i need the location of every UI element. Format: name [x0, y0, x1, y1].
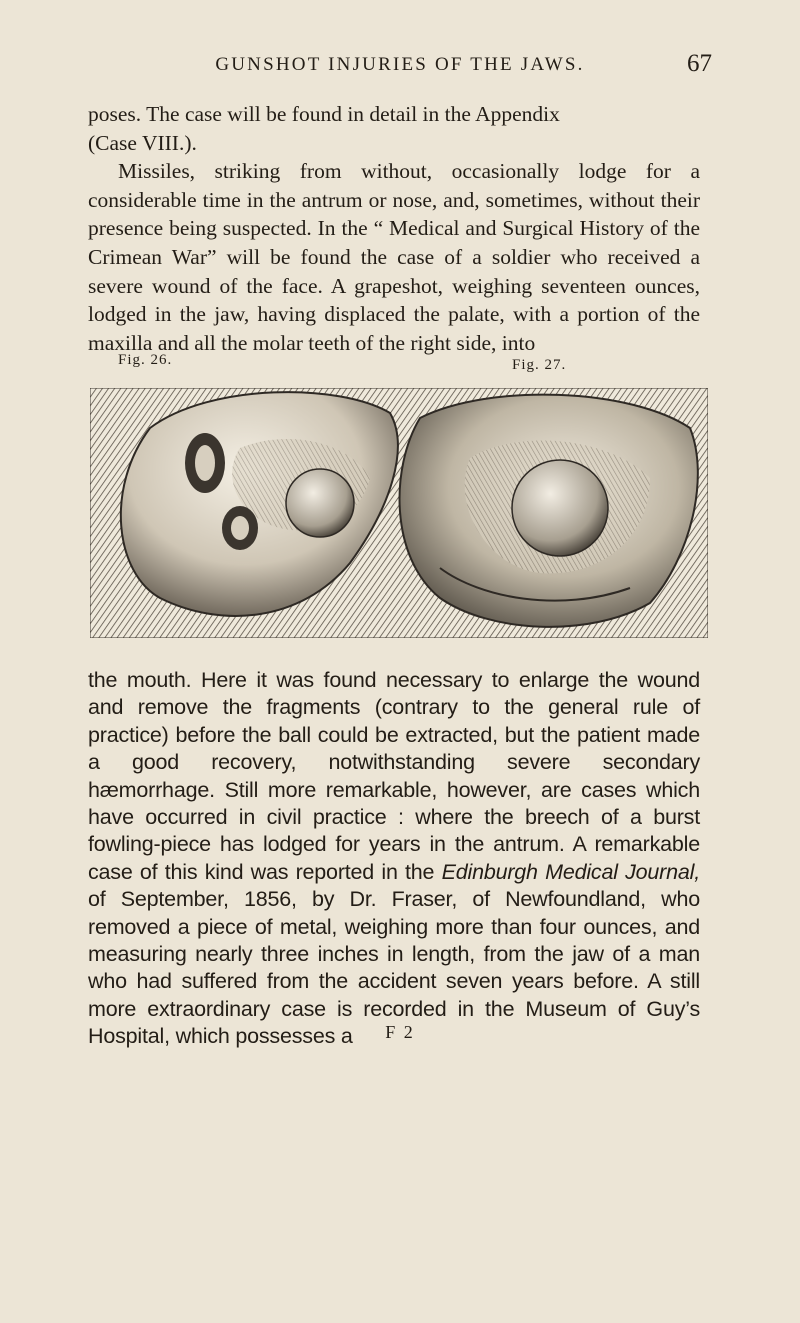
journal-title: Edinburgh Medical Journal, — [441, 859, 700, 884]
paragraph-line: poses. The case will be found in detail in the Appendix — [88, 102, 560, 126]
figure-26-label: Fig. 26. — [118, 352, 173, 368]
jaw-engraving-figure — [90, 388, 708, 638]
paragraph-line: (Case VIII.). — [88, 130, 197, 155]
body-text-top — [88, 100, 700, 357]
figure-27-label: Fig. 27. — [512, 357, 567, 373]
paragraph: Missiles, striking from without, occasionally lodge for a considerable time in the antrum or nose, and, sometimes, without their presence being suspected. In the “ Medical and Surgical History of the Crimean War” will be found the case of a soldier who received a severe wound of the face. A grapeshot, weighing seventeen ounces, lodged in the jaw, having displaced the palate, with a portion of the maxilla and all the molar teeth of the right side, into — [88, 159, 700, 355]
page-header — [0, 52, 800, 82]
signature-mark: F 2 — [385, 1022, 415, 1042]
body-text-bottom — [88, 667, 700, 1051]
running-title: GUNSHOT INJURIES OF THE JAWS. — [215, 54, 585, 75]
page-number: 67 — [687, 50, 712, 77]
paragraph-text: of September, 1856, by Dr. Fraser, of Newfoundland, who removed a piece of metal, weighing more than four ounces, and measuring nearly three inches in length, from the jaw of a man who had suffered from the accident seven years before. A still more extraordinary case is recorded in the Museum of Guy’s Hospital, which possesses a — [88, 887, 700, 1049]
paragraph-text: the mouth. Here it was found necessary to enlarge the wound and remove the fragments (contrary to the general rule of practice) before the ball could be extracted, but the patient made a good recovery, notwithstanding severe secondary hæmorrhage. Still more remarkable, however, are cases which have occurred in civil practice : where the breech of a burst fowling-piece has lodged for years in the antrum. A remarkable case of this kind was reported in the — [88, 668, 700, 884]
